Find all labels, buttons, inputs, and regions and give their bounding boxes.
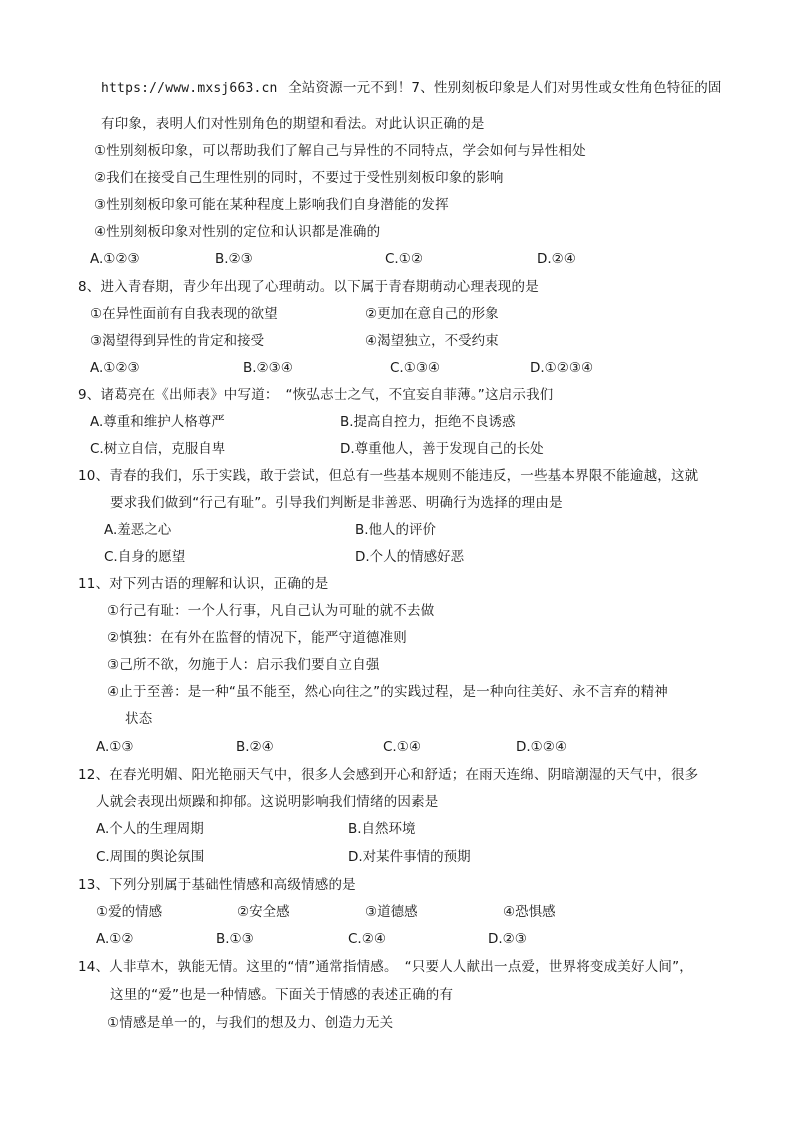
q11-item: ②慎独：在有外在监督的情况下，能严守道德准则 xyxy=(107,630,408,646)
q13-option-b[interactable]: B.①③ xyxy=(216,931,254,947)
q8-item: ①在异性面前有自我表现的欲望 xyxy=(90,306,278,322)
header-promo: 全站资源一元不到！ xyxy=(288,80,412,96)
q12-stem-cont: 人就会表现出烦躁和抑郁。这说明影响我们情绪的因素是 xyxy=(96,794,439,810)
q13-option-d[interactable]: D.②③ xyxy=(488,931,527,947)
q7-option-b[interactable]: B.②③ xyxy=(215,251,253,267)
q7-item: ①性别刻板印象，可以帮助我们了解自己与异性的不同特点，学会如何与异性相处 xyxy=(94,143,586,159)
q11-item-cont: 状态 xyxy=(125,711,153,727)
q12-option-d[interactable]: D.对某件事情的预期 xyxy=(348,849,471,865)
q8-option-a[interactable]: A.①②③ xyxy=(90,360,140,376)
q7-item: ④性别刻板印象对性别的定位和认识都是准确的 xyxy=(94,224,381,240)
q10-option-a[interactable]: A.羞恶之心 xyxy=(104,522,172,538)
q8-item: ②更加在意自己的形象 xyxy=(365,306,499,322)
q10-stem-cont: 要求我们做到“行己有耻”。引导我们判断是非善恶、明确行为选择的理由是 xyxy=(110,495,563,511)
q10-option-d[interactable]: D.个人的情感好恶 xyxy=(355,549,465,565)
q11-option-a[interactable]: A.①③ xyxy=(96,739,134,755)
q11-item: ①行己有耻：一个人行事，凡自己认为可耻的就不去做 xyxy=(107,603,435,619)
q14-stem: 14、人非草木，孰能无情。这里的“情”通常指情感。 “只要人人献出一点爱，世界将变成美好人间”， xyxy=(78,959,694,975)
q7-option-d[interactable]: D.②④ xyxy=(537,251,576,267)
q13-option-c[interactable]: C.②④ xyxy=(348,931,386,947)
q9-option-c[interactable]: C.树立自信，克服自卑 xyxy=(90,441,226,457)
q7-stem-cont: 有印象，表明人们对性别角色的期望和看法。对此认识正确的是 xyxy=(101,116,485,132)
q10-stem: 10、青春的我们，乐于实践，敢于尝试，但总有一些基本规则不能违反，一些基本界限不能逾越，这就 xyxy=(78,468,699,484)
q8-item: ③渴望得到异性的肯定和接受 xyxy=(90,333,265,349)
q8-option-d[interactable]: D.①②③④ xyxy=(530,360,594,376)
q11-option-b[interactable]: B.②④ xyxy=(236,739,274,755)
header-line xyxy=(101,79,722,98)
q11-item: ④止于至善：是一种“虽不能至，然心向往之”的实践过程，是一种向往美好、永不言弃的精神 xyxy=(107,684,668,700)
q8-item: ④渴望独立，不受约束 xyxy=(365,333,499,349)
q12-option-a[interactable]: A.个人的生理周期 xyxy=(96,821,204,837)
q7-option-a[interactable]: A.①②③ xyxy=(90,251,140,267)
header-url[interactable]: https://www.mxsj663.cn xyxy=(101,81,278,96)
q14-stem-cont: 这里的“爱”也是一种情感。下面关于情感的表述正确的有 xyxy=(110,987,454,1003)
q14-item: ①情感是单一的，与我们的想及力、创造力无关 xyxy=(107,1015,394,1031)
q12-stem: 12、在春光明媚、阳光艳丽天气中，很多人会感到开心和舒适；在雨天连绵、阴暗潮湿的天气中，很多 xyxy=(78,767,699,783)
q13-stem: 13、下列分别属于基础性情感和高级情感的是 xyxy=(78,877,356,893)
q7-item: ②我们在接受自己生理性别的同时，不要过于受性别刻板印象的影响 xyxy=(94,170,504,186)
q11-option-d[interactable]: D.①②④ xyxy=(516,739,567,755)
q7-option-c[interactable]: C.①② xyxy=(385,251,423,267)
q11-stem: 11、对下列古语的理解和认识，正确的是 xyxy=(78,576,329,592)
q9-option-b[interactable]: B.提高自控力，拒绝不良诱惑 xyxy=(340,414,516,430)
q13-item: ①爱的情感 xyxy=(96,904,163,920)
q9-option-d[interactable]: D.尊重他人，善于发现自己的长处 xyxy=(340,441,544,457)
q12-option-c[interactable]: C.周围的舆论氛围 xyxy=(96,849,205,865)
q7-item: ③性别刻板印象可能在某种程度上影响我们自身潜能的发挥 xyxy=(94,197,449,213)
q8-option-b[interactable]: B.②③④ xyxy=(243,360,293,376)
q7-stem: 7、性别刻板印象是人们对男性或女性角色特征的固 xyxy=(411,80,722,96)
q10-option-c[interactable]: C.自身的愿望 xyxy=(104,549,186,565)
q11-option-c[interactable]: C.①④ xyxy=(383,739,421,755)
q9-stem: 9、诸葛亮在《出师表》中写道： “恢弘志士之气，不宜妄自菲薄。”这启示我们 xyxy=(78,387,554,403)
q11-item: ③己所不欲，勿施于人：启示我们要自立自强 xyxy=(107,657,380,673)
q13-option-a[interactable]: A.①② xyxy=(96,931,134,947)
q13-item: ③道德感 xyxy=(365,904,418,920)
q10-option-b[interactable]: B.他人的评价 xyxy=(355,522,437,538)
q8-stem: 8、进入青春期，青少年出现了心理萌动。以下属于青春期萌动心理表现的是 xyxy=(78,279,539,295)
q8-option-c[interactable]: C.①③④ xyxy=(390,360,441,376)
q12-option-b[interactable]: B.自然环境 xyxy=(348,821,416,837)
q13-item: ②安全感 xyxy=(237,904,290,920)
q9-option-a[interactable]: A.尊重和维护人格尊严 xyxy=(90,414,225,430)
q13-item: ④恐惧感 xyxy=(503,904,556,920)
